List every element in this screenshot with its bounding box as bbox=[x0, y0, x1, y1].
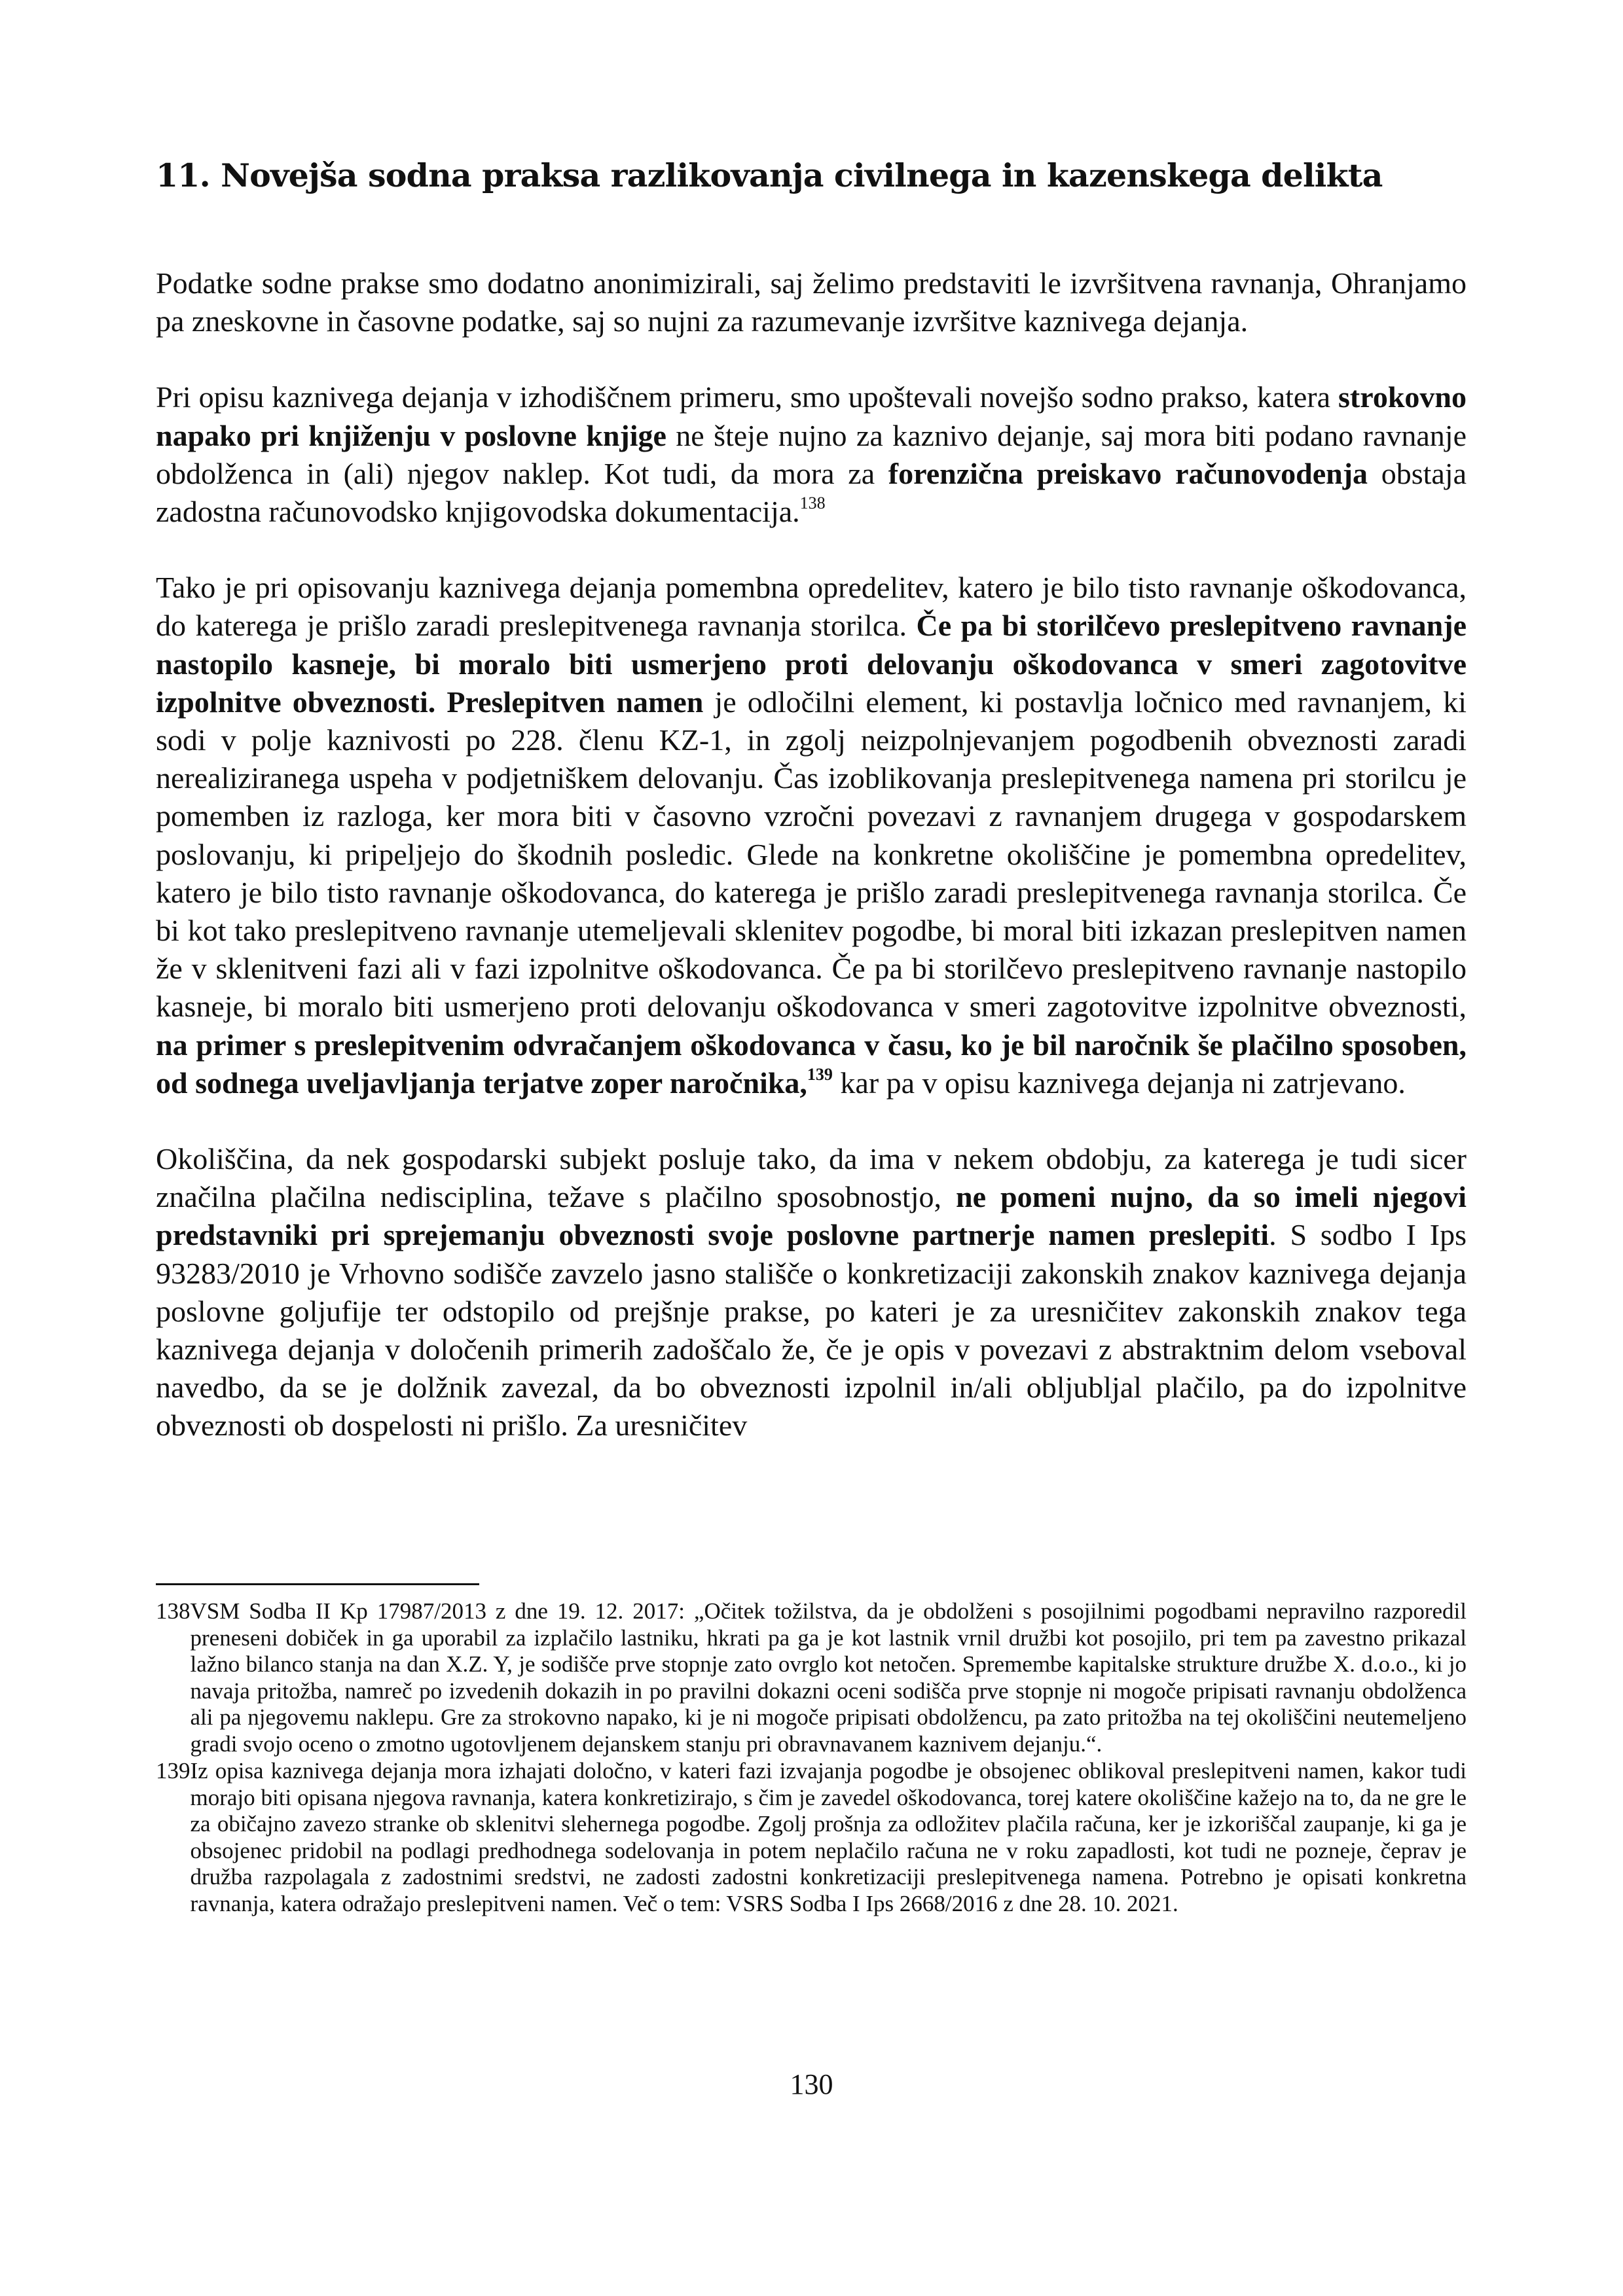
footnote-139 bbox=[156, 1758, 1467, 1917]
text-run bbox=[435, 685, 447, 719]
text-run: je odločilni element, ki postavlja ločnico med ravnanjem, ki sodi v polje kaznivosti po 228. členu KZ-1, in zgolj neizpolnjevanjem pogodbenih obveznosti zaradi nerealiziranega uspeha v podjetniškem delovanju. Čas izoblikovanja preslepitvenega namena pri storilcu je pomemben iz razloga, ker mora biti v časovno vzročni povezavi z ravnanjem drugega v gospodarskem poslovanju, ki pripeljejo do škodnih posledic. Glede na konkretne okoliščine je pomembna opredelitev, katero je bilo tisto ravnanje oškodovanca, do katerega je prišlo zaradi preslepitvenega ravnanja storilca. Če bi kot tako preslepitveno ravnanje utemeljevali sklenitev pogodbe, bi moral biti izkazan preslepitven namen že v sklenitveni fazi ali v fazi izpolnitve oškodovanca. Če pa bi storilčevo preslepitveno ravnanje nastopilo kasneje, bi moralo biti usmerjeno proti delovanju oškodovanca v smeri zagotovitve izpolnitve obveznosti, bbox=[156, 685, 1467, 1024]
section-heading: 11. Novejša sodna praksa razlikovanja civilnega in kazenskega delikta bbox=[156, 156, 1383, 194]
paragraph bbox=[156, 569, 1467, 1102]
footnote-reference: 139 bbox=[807, 1064, 833, 1084]
bold-text: ne pomeni nujno, da so imeli njegovi predstavniki pri sprejemanju obveznosti svoje poslovne partnerje namen preslepiti bbox=[156, 1180, 1467, 1252]
page-number: 130 bbox=[790, 2068, 833, 2100]
footnotes bbox=[156, 1598, 1467, 1918]
paragraph bbox=[156, 378, 1467, 531]
footnote-number: 139 bbox=[156, 1758, 191, 1784]
footnote-138 bbox=[156, 1598, 1467, 1757]
bold-text: Preslepitven namen bbox=[447, 685, 704, 719]
paragraph bbox=[156, 264, 1467, 340]
text-run: Tako je pri opisovanju kaznivega dejanja pomembna opredelitev, katero je bilo tisto ravnanje oškodovanca, do katerega je prišlo zaradi preslepitvenega ravnanja storilca. bbox=[156, 571, 1467, 643]
text-run: kar pa v opisu kaznivega dejanja ni zatrjevano. bbox=[832, 1066, 1406, 1100]
text-run: obstaja zadostna računovodsko knjigovodska dokumentacija. bbox=[156, 456, 1467, 529]
body-text bbox=[156, 264, 1467, 1445]
footnote-separator bbox=[156, 1583, 479, 1585]
footnote-number: 138 bbox=[156, 1598, 191, 1624]
bold-text: Če pa bi storilčevo preslepitveno ravnanje nastopilo kasneje, bi moralo biti usmerjeno proti delovanju oškodovanca v smeri zagotovitve izpolnitve obveznosti. bbox=[156, 609, 1467, 719]
text-run: Pri opisu kaznivega dejanja v izhodiščnem primeru, smo upoštevali novejšo sodno prakso, katera bbox=[156, 380, 1339, 414]
text-run: . S sodbo I Ips 93283/2010 je Vrhovno sodišče zavzelo jasno stališče o konkretizaciji zakonskih znakov kaznivega dejanja poslovne goljufije ter odstopilo od prejšnje prakse, po kateri je za uresničitev zakonskih znakov tega kaznivega dejanja v določenih primerih zadoščalo že, če je opis v povezavi z abstraktnim delom vseboval navedbo, da se je dolžnik zavezal, da bo obveznosti izpolnil in/ali obljubljal plačilo, pa do izpolnitve obveznosti ob dospelosti ni prišlo. Za uresničitev bbox=[156, 1218, 1467, 1443]
text-run: Podatke sodne prakse smo dodatno anonimizirali, saj želimo predstaviti le izvršitvena ravnanja, Ohranjamo pa zneskovne in časovne podatke, saj so nujni za razumevanje izvršitve kaznivega dejanja. bbox=[156, 266, 1467, 338]
text-run: ne šteje nujno za kaznivo dejanje, saj mora biti podano ravnanje obdolženca in (ali) njegov naklep. Kot tudi, da mora za bbox=[156, 418, 1467, 490]
bold-text: strokovno napako pri knjiženju v poslovne knjige bbox=[156, 380, 1467, 452]
paragraph bbox=[156, 1140, 1467, 1445]
footnote-reference: 138 bbox=[799, 493, 826, 513]
bold-text: na primer s preslepitvenim odvračanjem oškodovanca v času, ko je bil naročnik še plačilno sposoben, od sodnega uveljavljanja terjatve zoper naročnika, bbox=[156, 1028, 1467, 1100]
footnote-text: Iz opisa kaznivega dejanja mora izhajati določno, v kateri fazi izvajanja pogodbe je obsojenec oblikoval preslepitveni namen, kakor tudi morajo biti opisana njegova ravnanja, katera konkretizirajo, s čim je zavedel oškodovanca, torej katere okoliščine kažejo na to, da ne gre le za običajno zavezo stranke ob sklenitvi slehernega pogodbe. Zgolj prošnja za odložitev plačila računa, ker je izkoriščal zaupanje, ki ga je obsojenec pridobil na podlagi predhodnega sodelovanja in potem neplačilo računa ne v roku zapadlosti, kot tudi ne pozneje, čeprav je družba razpolagala z zadostnimi sredstvi, ne zadosti zadostni konkretizaciji preslepitvenega namena. Potrebno je opisati konkretna ravnanja, katera odražajo preslepitveni namen. Več o tem: VSRS Sodba I Ips 2668/2016 z dne 28. 10. 2021. bbox=[190, 1758, 1467, 1916]
bold-text: forenzična preiskavo računovodenja bbox=[888, 456, 1368, 490]
footnote-text: VSM Sodba II Kp 17987/2013 z dne 19. 12. 2017: „Očitek tožilstva, da je obdolženi s posojilnimi pogodbami nepravilno razporedil preneseni dobiček in ga uporabil za izplačilo lastniku, hkrati pa ga je kot lastnik vrnil družbi kot posojilo, pri tem pa zavestno prikazal lažno bilanco stanja na dan X.Z. Y, je sodišče prve stopnje zato ovrglo kot netočen. Spremembe kapitalske strukture družbe X. d.o.o., ki jo navaja pritožba, namreč po izvedenih dokazih in po pravilni dokazni oceni sodišča prve stopnje ni mogoče pripisati ravnanju obdolženca ali pa njegovemu naklepu. Gre za strokovno napako, ki je ni mogoče pripisati obdolžencu, pa zato pritožba na tej okoliščini neutemeljeno gradi svojo oceno o zmotno ugotovljenem dejanskem stanju pri obravnavanem kaznivem dejanju.“. bbox=[190, 1598, 1467, 1757]
text-run: Okoliščina, da nek gospodarski subjekt posluje tako, da ima v nekem obdobju, za katerega je tudi sicer značilna plačilna nedisciplina, težave s plačilno sposobnostjo, bbox=[156, 1142, 1467, 1214]
